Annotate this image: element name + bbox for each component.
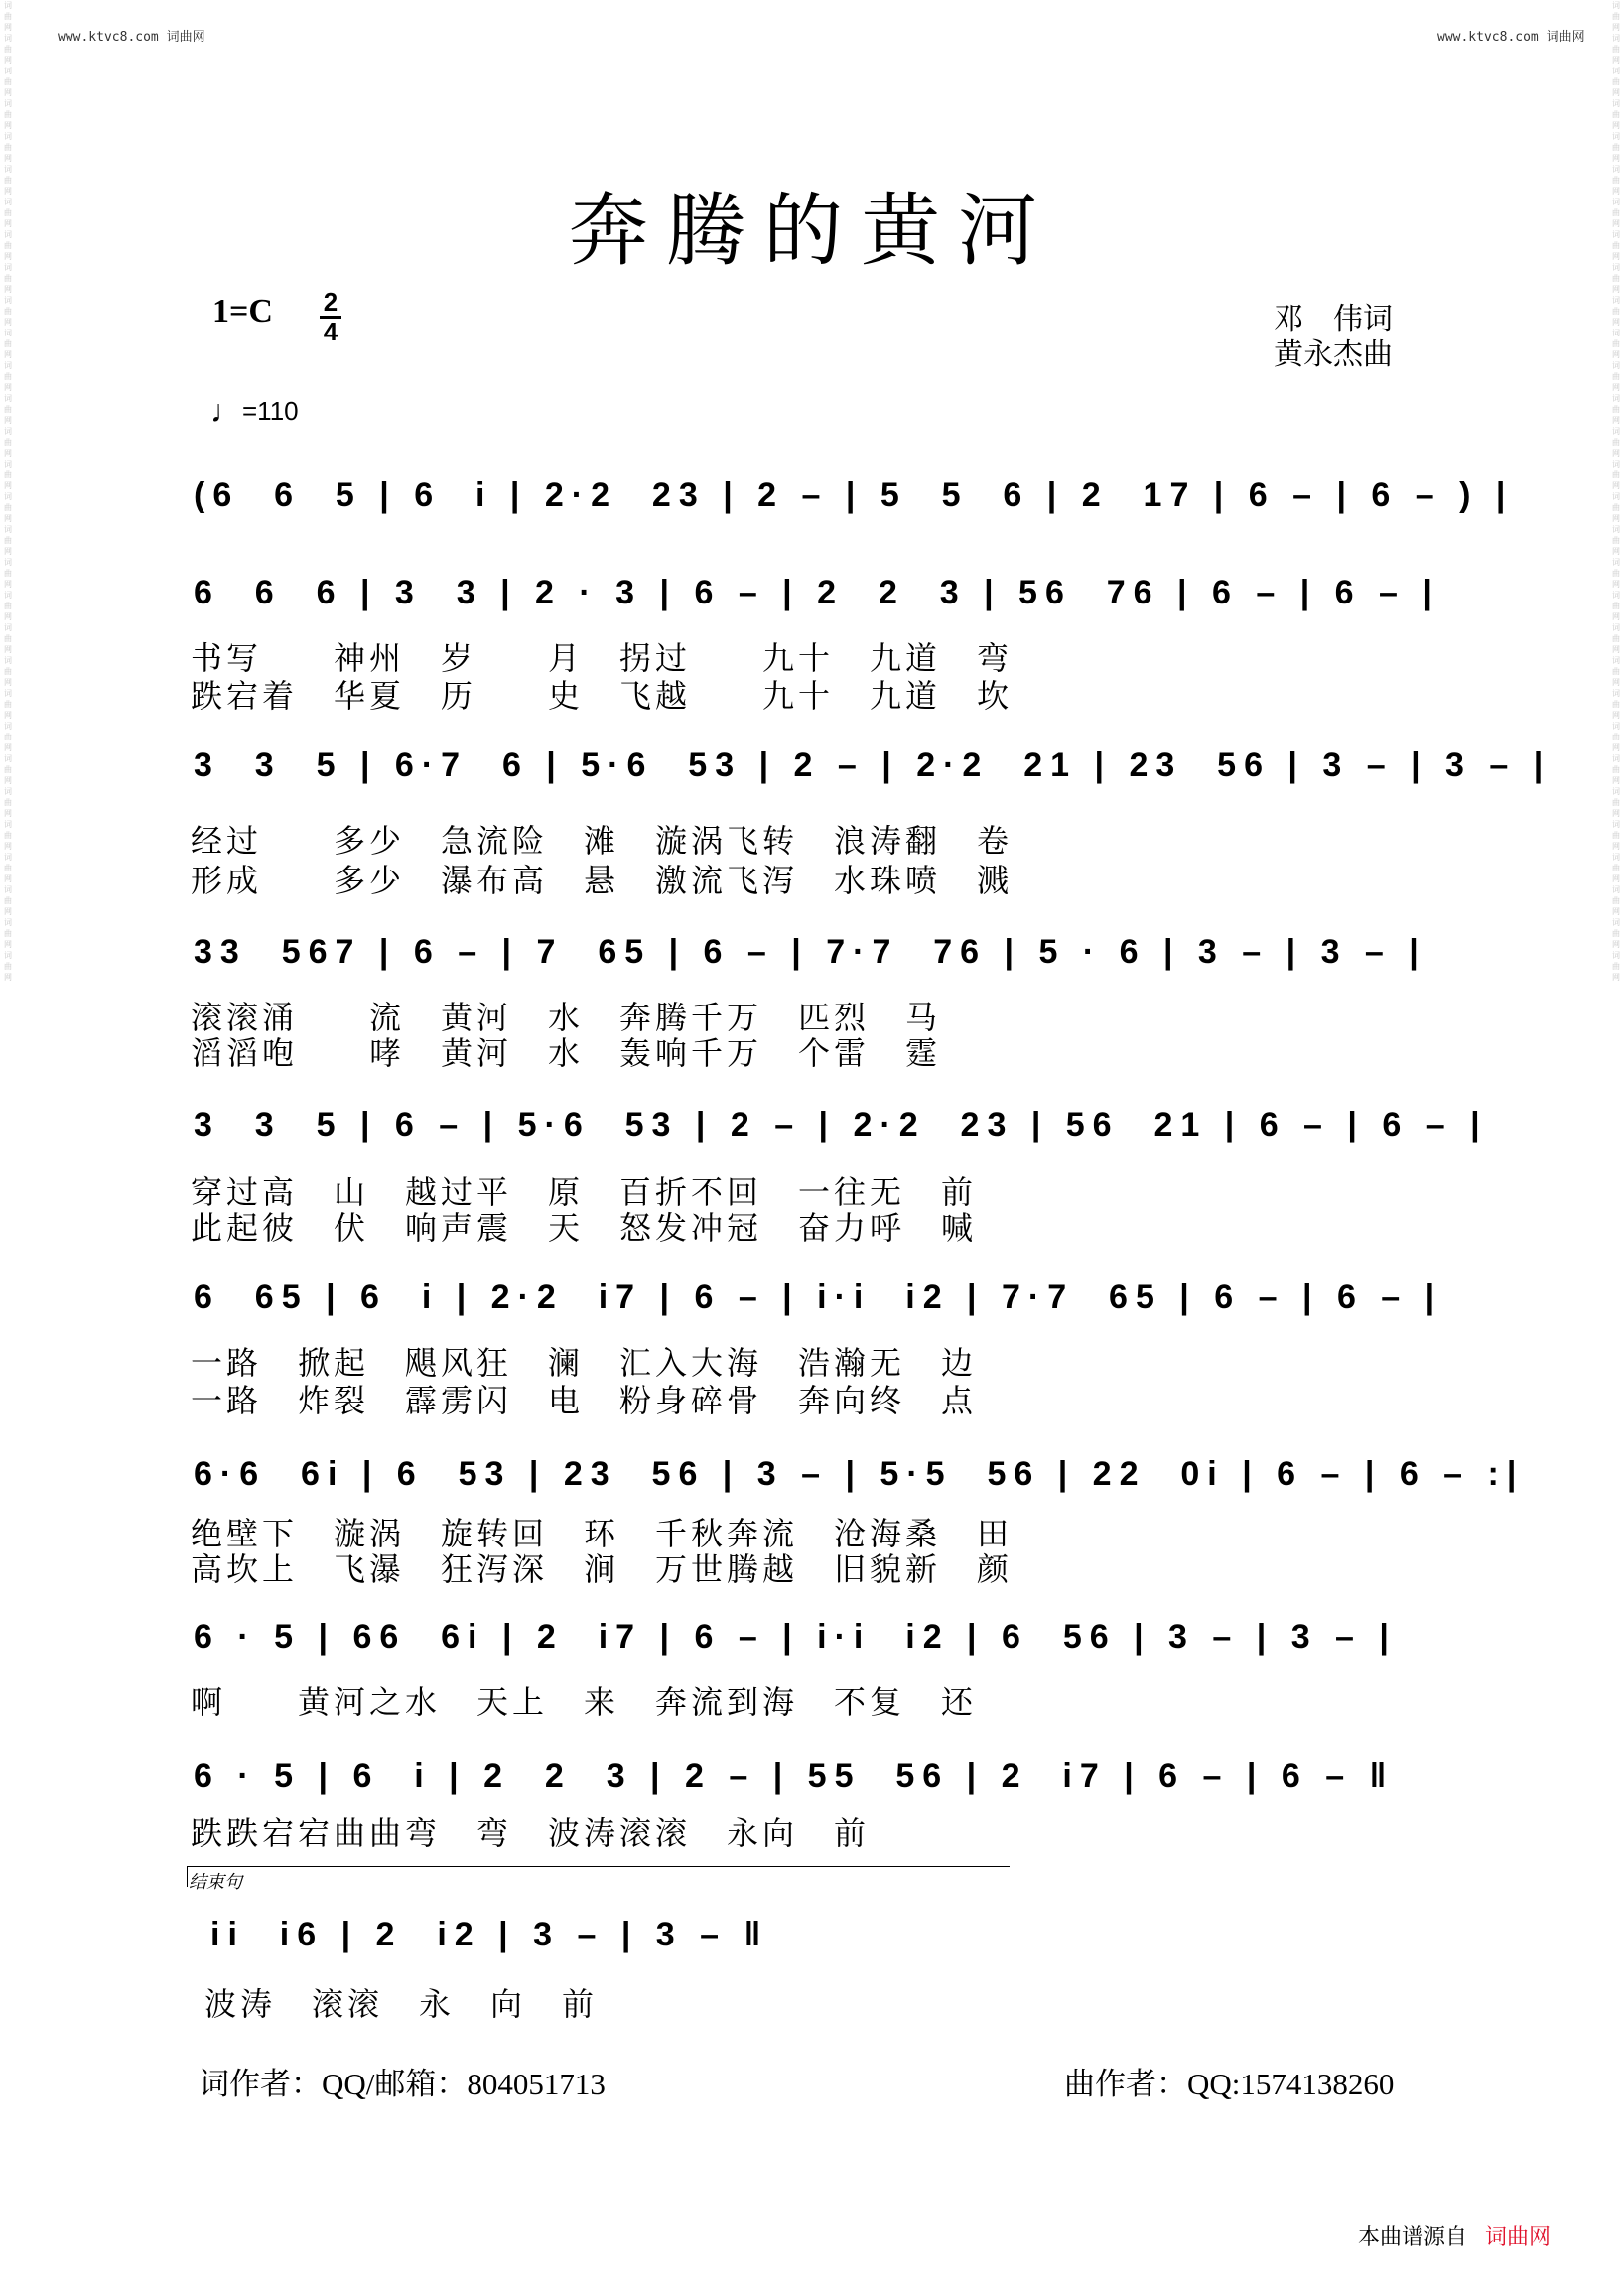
score-system (0, 1618, 1624, 1677)
score-system (0, 1106, 1624, 1165)
header-site-link-right[interactable]: www.ktvc8.com 词曲网 (1437, 30, 1585, 45)
tempo-value: =110 (242, 396, 299, 426)
time-signature (318, 289, 343, 345)
lyric-verse-2: 形成 多少 瀑布高 悬 激流飞泻 水珠喷 溅 (191, 862, 1014, 899)
jianpu-notation-line: ii i6 | 2 i2 | 3 – | 3 – ‖ (210, 1916, 769, 1953)
key-signature: 1=C (212, 293, 273, 330)
score-system (0, 933, 1624, 993)
jianpu-notation-line: 6 65 | 6 i | 2·2 i7 | 6 – | i·i i2 | 7·7 65 | 6 – | 6 – | (194, 1278, 1443, 1316)
jianpu-notation-line: 3 3 5 | 6·7 6 | 5·6 53 | 2 – | 2·2 21 | 23 56 | 3 – | 3 – | (194, 746, 1552, 784)
lyric-verse-2: 滔滔咆 哮 黄河 水 轰响千万 个雷 霆 (191, 1034, 942, 1072)
watermark-strip-left: 词曲网 词曲网 词曲网 词曲网 词曲网 词曲网 词曲网 词曲网 词曲网 词曲网 词曲网 词曲网 词曲网 词曲网 词曲网 词曲网 词曲网 词曲网 词曲网 词曲网 词曲网 词曲网 词曲网 词曲网 词曲网 词曲网 词曲网 词曲网 词曲网 词曲网 (4, 1, 12, 982)
lyric-verse-1: 书写 神州 岁 月 拐过 九十 九道 弯 (191, 639, 1014, 677)
lyric-verse-2: 一路 炸裂 霹雳闪 电 粉身碎骨 奔向终 点 (191, 1382, 978, 1419)
score-system (0, 574, 1624, 633)
source-attribution (1358, 2220, 1551, 2251)
quarter-note-icon: ♩ (210, 393, 242, 429)
lyric-verse-2: 此起彼 伏 响声震 天 怒发冲冠 奋力呼 喊 (191, 1209, 978, 1247)
jianpu-notation-line: 33 567 | 6 – | 7 65 | 6 – | 7·7 76 | 5 · 6 | 3 – | 3 – | (194, 933, 1426, 971)
lyric-verse-2: 高坎上 飞瀑 狂泻深 涧 万世腾越 旧貌新 颜 (191, 1550, 1014, 1588)
ending-bracket (187, 1866, 1010, 1887)
lyric-verse-1: 经过 多少 急流险 滩 漩涡飞转 浪涛翻 卷 (191, 822, 1014, 860)
ending-lyric: 波涛 滚滚 永 向 前 (204, 1985, 599, 2023)
source-label: 本曲谱源自 (1358, 2225, 1468, 2250)
jianpu-notation-line: 6 · 5 | 66 6i | 2 i7 | 6 – | i·i i2 | 6 56 | 3 – | 3 – | (194, 1618, 1397, 1656)
lyric-verse-1: 穿过高 山 越过平 原 百折不回 一往无 前 (191, 1173, 978, 1211)
jianpu-notation-line: (6 6 5 | 6 i | 2·2 23 | 2 – | 5 5 6 | 2 17 | 6 – | 6 – ) | (194, 476, 1514, 514)
source-brand-link[interactable]: 词曲网 (1485, 2225, 1552, 2250)
lyric-verse-1: 跌跌宕宕曲曲弯 弯 波涛滚滚 永向 前 (191, 1814, 871, 1852)
composer-credit: 黄永杰曲 (1274, 337, 1393, 372)
header-site-link-left[interactable]: www.ktvc8.com 词曲网 (58, 30, 205, 45)
ending-system (0, 1916, 1624, 1975)
lyricist-contact: 词作者：QQ/邮箱：804051713 (199, 2067, 606, 2101)
composer-contact: 曲作者：QQ:1574138260 (1064, 2067, 1395, 2101)
watermark-strip-right: 词曲网 词曲网 词曲网 词曲网 词曲网 词曲网 词曲网 词曲网 词曲网 词曲网 词曲网 词曲网 词曲网 词曲网 词曲网 词曲网 词曲网 词曲网 词曲网 词曲网 词曲网 词曲网 词曲网 词曲网 词曲网 词曲网 词曲网 词曲网 词曲网 词曲网 (1612, 1, 1620, 982)
jianpu-notation-line: 6·6 6i | 6 53 | 23 56 | 3 – | 5·5 56 | 22 0i | 6 – | 6 – :| (194, 1455, 1525, 1493)
ending-label: 结束句 (189, 1872, 242, 1893)
score-system (0, 746, 1624, 806)
lyric-verse-1: 一路 掀起 飓风狂 澜 汇入大海 浩瀚无 边 (191, 1344, 978, 1382)
time-signature-bottom: 4 (323, 317, 338, 346)
jianpu-notation-line: 6 · 5 | 6 i | 2 2 3 | 2 – | 55 56 | 2 i7 | 6 – | 6 – ‖ (194, 1757, 1395, 1795)
score-system (0, 1757, 1624, 1816)
song-title: 奔腾的黄河 (569, 185, 1055, 277)
jianpu-notation-line: 3 3 5 | 6 – | 5·6 53 | 2 – | 2·2 23 | 56 21 | 6 – | 6 – | (194, 1106, 1488, 1143)
score-system (0, 1278, 1624, 1338)
jianpu-notation-line: 6 6 6 | 3 3 | 2 · 3 | 6 – | 2 2 3 | 56 76 | 6 – | 6 – | (194, 574, 1440, 611)
score-system (0, 476, 1624, 536)
tempo-marking (210, 393, 299, 430)
lyric-verse-2: 跌宕着 华夏 历 史 飞越 九十 九道 坎 (191, 677, 1014, 715)
lyric-verse-1: 啊 黄河之水 天上 来 奔流到海 不复 还 (191, 1683, 978, 1721)
lyric-verse-1: 绝壁下 漩涡 旋转回 环 千秋奔流 沧海桑 田 (191, 1515, 1014, 1552)
score-system (0, 1455, 1624, 1515)
lyricist-credit: 邓 伟词 (1274, 302, 1393, 336)
lyric-verse-1: 滚滚涌 流 黄河 水 奔腾千万 匹烈 马 (191, 999, 942, 1036)
time-signature-top: 2 (323, 287, 338, 317)
